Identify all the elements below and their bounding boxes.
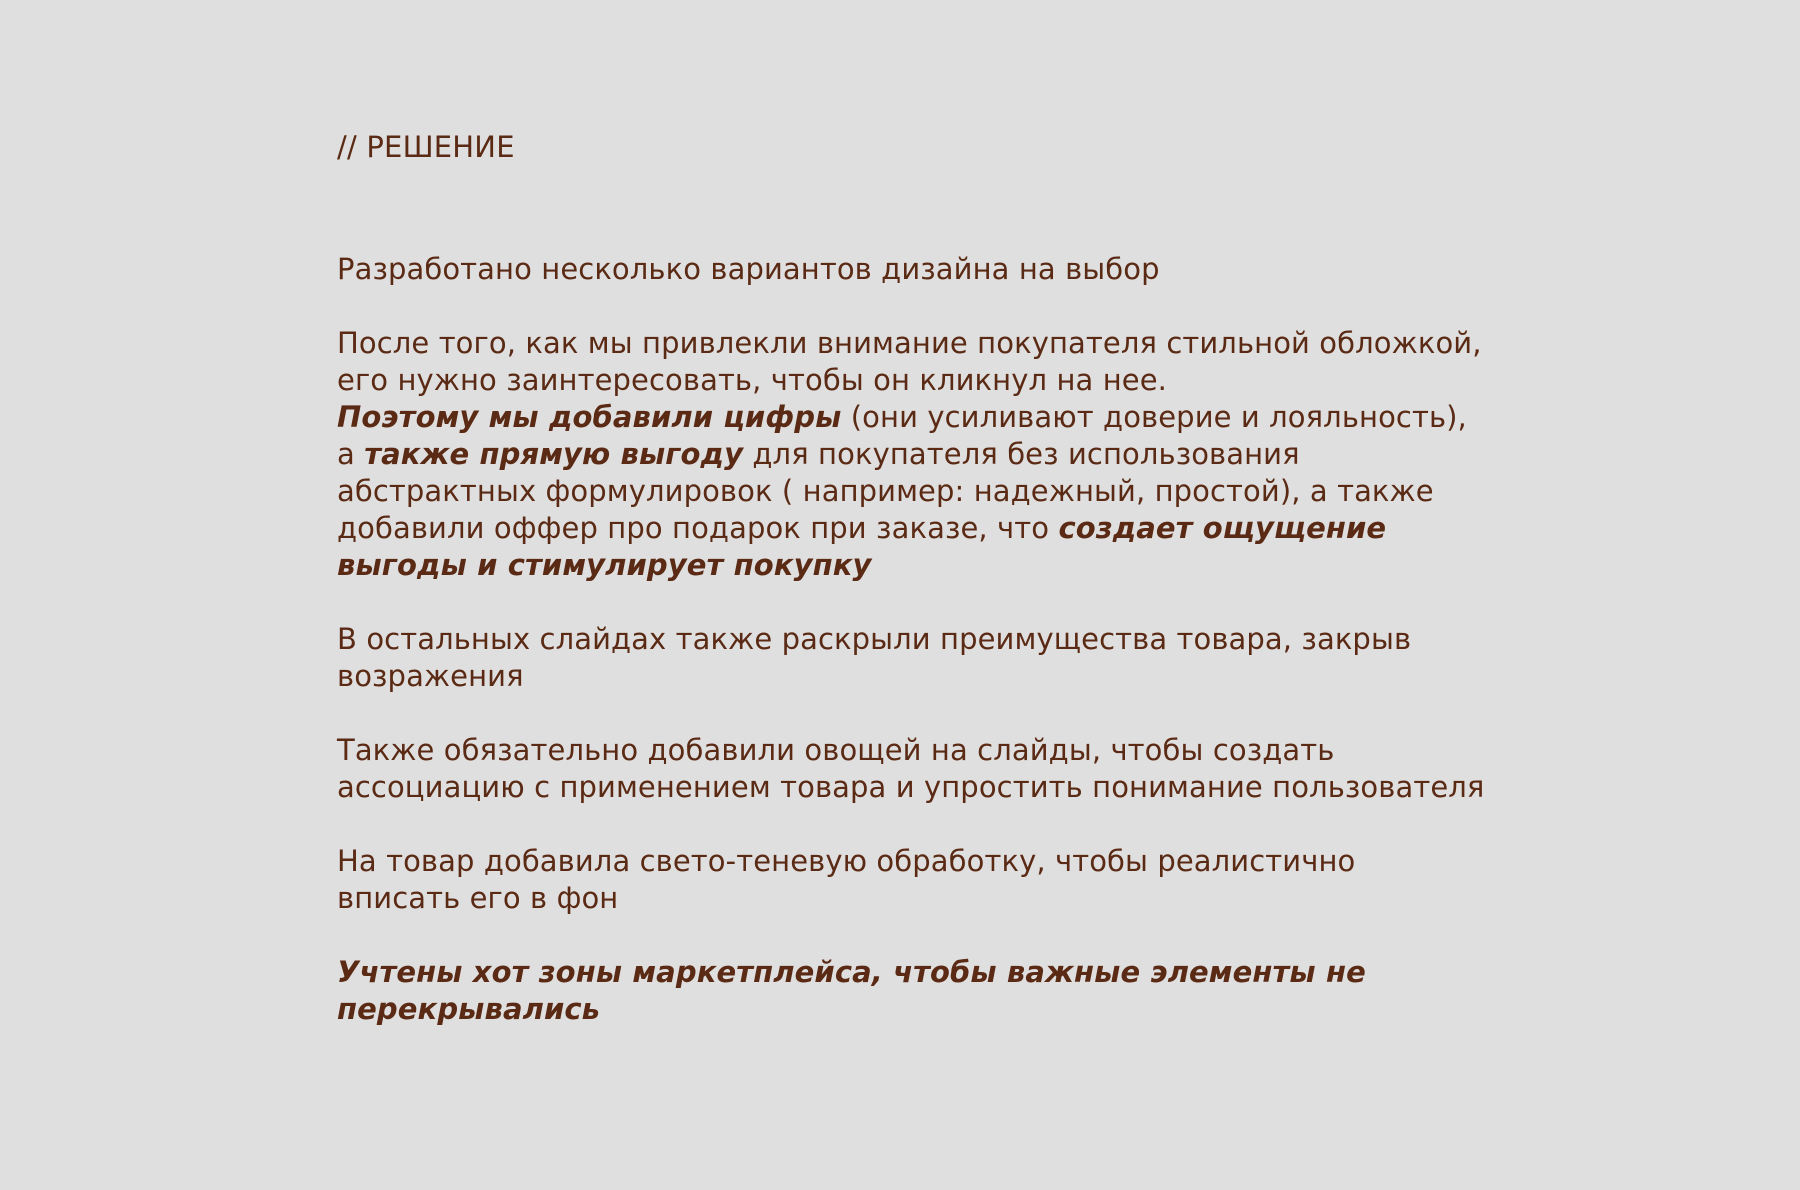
paragraph-text: После того, как мы привлекли внимание покупателя стильной обложкой, его нужно заинтересовать, чтобы он кликнул на нее. xyxy=(337,326,1482,397)
section-title: // РЕШЕНИЕ xyxy=(337,130,515,164)
paragraph-text: (они усиливают доверие и лояльность), а xyxy=(337,400,1467,471)
paragraph-cover-explanation xyxy=(337,325,1487,584)
paragraph-other-slides: В остальных слайдах также раскрыли преимущества товара, закрыв возражения xyxy=(337,622,1412,693)
paragraph-hot-zones: Учтены хот зоны маркетплейса, чтобы важные элементы не перекрывались xyxy=(337,955,1366,1026)
emphasis-numbers: Поэтому мы добавили цифры xyxy=(337,400,842,434)
paragraph-text: для покупателя без использования абстрактных формулировок ( например: надежный, простой), а также добавили оффер про подарок при заказе, что xyxy=(337,437,1434,545)
paragraph-design-variants: Разработано несколько вариантов дизайна на выбор xyxy=(337,252,1160,286)
paragraph-vegetables: Также обязательно добавили овощей на слайды, чтобы создать ассоциацию с применением товара и упростить понимание пользователя xyxy=(337,733,1485,804)
paragraph-light-shadow: На товар добавила свето-теневую обработку, чтобы реалистично вписать его в фон xyxy=(337,844,1356,915)
emphasis-direct-benefit: также прямую выгоду xyxy=(364,437,744,471)
emphasis-benefit-feeling: создает ощущение выгоды и стимулирует покупку xyxy=(337,511,1387,582)
solution-section xyxy=(337,127,1487,1065)
